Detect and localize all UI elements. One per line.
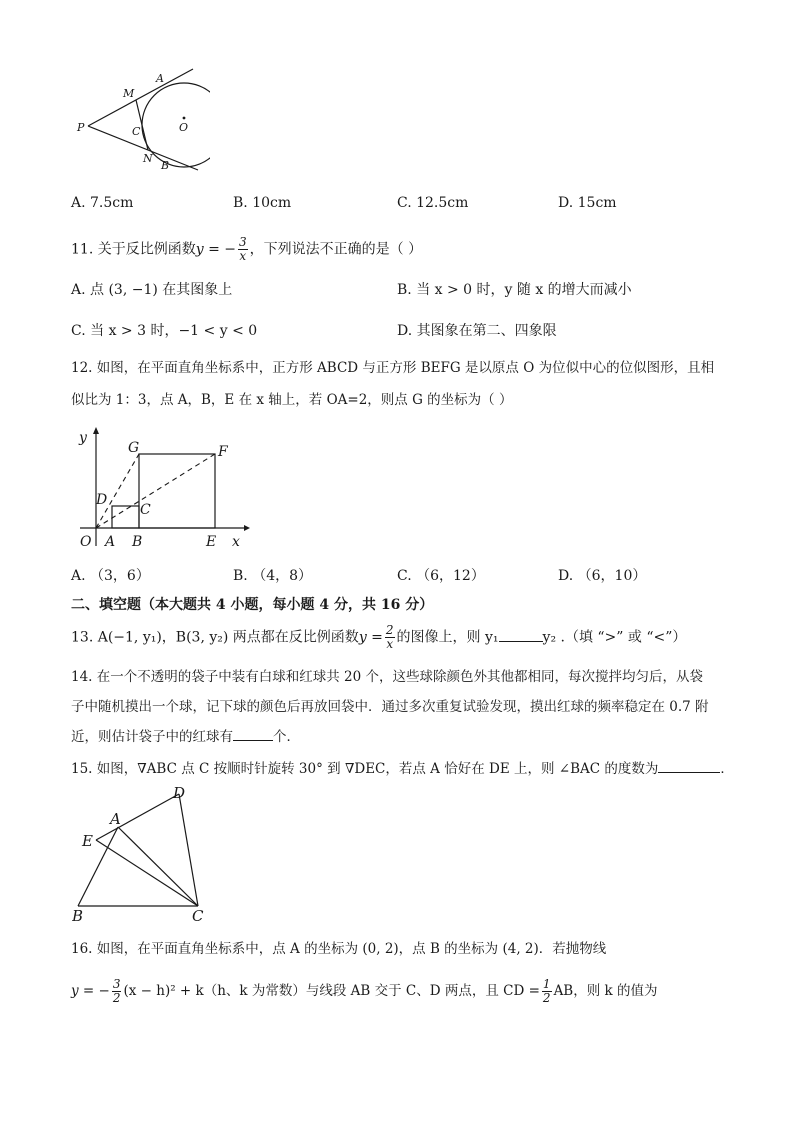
fig3-label-B: B xyxy=(72,907,84,925)
q16-line-2 xyxy=(71,978,658,1005)
q12-line-2: 似比为 1：3，点 A，B，E 在 x 轴上，若 OA=2，则点 G 的坐标为（ ） xyxy=(71,392,513,408)
q16-eq-rest: (x − h)² + k（h、k 为常数）与线段 AB 交于 C、D 两点，且 CD = xyxy=(123,983,540,999)
q14-line-3b: 个． xyxy=(273,729,300,745)
q16-end: AB，则 k 的值为 xyxy=(553,983,658,999)
q13-frac-num: 2 xyxy=(385,623,394,637)
q16-frac1-num: 3 xyxy=(112,977,121,991)
q15-answer-blank[interactable] xyxy=(658,758,720,773)
q10-option-a: A. 7.5cm xyxy=(71,195,134,211)
fig3-label-D: D xyxy=(173,784,186,802)
fig2-label-D: D xyxy=(96,492,108,508)
fig2-label-x: x xyxy=(232,534,240,550)
q15-text: 15. 如图，∇ABC 点 C 按顺时针旋转 30° 到 ∇DEC，若点 A 恰好在 DE 上，则 ∠BAC 的度数为 xyxy=(71,761,659,777)
fig1-label-N: N xyxy=(143,152,153,165)
q12-option-c: C. （6，12） xyxy=(397,568,485,584)
fig2-label-y: y xyxy=(79,430,87,446)
q13-mid: 的图像上，则 y₁ xyxy=(396,629,499,646)
circle-tangent-figure xyxy=(70,62,210,182)
q11-stem xyxy=(71,236,422,263)
q11-option-a: A. 点 (3, −1) 在其图象上 xyxy=(71,282,233,298)
q11-option-d: D. 其图象在第二、四象限 xyxy=(397,323,557,339)
rotated-triangle-figure xyxy=(72,780,222,925)
q11-suffix: ，下列说法不正确的是（ ） xyxy=(249,241,423,258)
q16-line-1: 16. 如图，在平面直角坐标系中，点 A 的坐标为 (0, 2)，点 B 的坐标为 (4, 2)．若抛物线 xyxy=(71,941,607,957)
fig2-label-A: A xyxy=(105,534,116,550)
q15-end: ． xyxy=(720,761,734,777)
q13-answer-blank[interactable] xyxy=(499,627,543,642)
fig2-label-G: G xyxy=(128,440,140,456)
q12-option-b: B. （4，8） xyxy=(233,568,313,584)
q16-frac2-den: 2 xyxy=(542,991,551,1005)
q14-line-3a: 近，则估计袋子中的红球有 xyxy=(71,729,233,745)
q10-option-c: C. 12.5cm xyxy=(397,195,469,211)
q11-option-c: C. 当 x > 3 时，−1 < y < 0 xyxy=(71,323,258,339)
q14-answer-blank[interactable] xyxy=(233,726,273,741)
fig3-label-C: C xyxy=(192,907,204,925)
q14-line-3 xyxy=(71,726,300,747)
fig1-label-P: P xyxy=(77,121,85,134)
fig2-label-E: E xyxy=(206,534,217,550)
q12-option-d: D. （6，10） xyxy=(558,568,647,584)
q12-line-1: 12. 如图，在平面直角坐标系中，正方形 ABCD 与正方形 BEFG 是以原点 O 为位似中心的位似图形，且相 xyxy=(71,360,715,376)
q10-option-b: B. 10cm xyxy=(233,195,292,211)
q16-frac2-num: 1 xyxy=(542,977,551,991)
q11-option-b: B. 当 x > 0 时，y 随 x 的增大而减小 xyxy=(397,282,632,298)
q11-eq: y = − xyxy=(195,241,236,258)
q14-line-1: 14. 在一个不透明的袋子中装有白球和红球共 20 个，这些球除颜色外其他都相同，每次搅拌均匀后，从袋 xyxy=(71,669,704,685)
q11-fraction xyxy=(238,236,248,263)
q13-end: y₂ .（填 “>” 或 “<”） xyxy=(542,629,687,646)
q16-eq-prefix: y = − xyxy=(71,983,110,999)
q11-frac-den: x xyxy=(239,249,247,263)
q10-option-d: D. 15cm xyxy=(558,195,617,211)
q11-frac-num: 3 xyxy=(239,235,247,249)
q13-eq: y = xyxy=(358,629,383,646)
fig2-label-B: B xyxy=(132,534,143,550)
q15-stem xyxy=(71,758,734,779)
q13-prefix: 13. A(−1, y₁)，B(3, y₂) 两点都在反比例函数 xyxy=(71,629,359,646)
fig2-label-O: O xyxy=(80,534,92,550)
fig3-label-E: E xyxy=(82,832,93,850)
section-2-title: 二、填空题（本大题共 4 小题，每小题 4 分，共 16 分） xyxy=(71,597,434,613)
fig1-label-A: A xyxy=(156,72,164,85)
similar-squares-figure xyxy=(74,422,254,552)
q11-prefix: 11. 关于反比例函数 xyxy=(71,241,196,258)
fig1-label-B: B xyxy=(161,159,170,172)
q13-stem xyxy=(71,624,686,651)
q16-frac1-den: 2 xyxy=(112,991,121,1005)
fig1-label-C: C xyxy=(132,125,141,138)
q13-fraction xyxy=(385,624,395,651)
q16-fraction-2 xyxy=(542,978,552,1005)
q16-fraction-1 xyxy=(112,978,122,1005)
fig1-label-M: M xyxy=(123,87,135,100)
fig2-label-F: F xyxy=(218,444,228,460)
q12-option-a: A. （3，6） xyxy=(71,568,150,584)
q14-line-2: 子中随机摸出一个球，记下球的颜色后再放回袋中．通过多次重复试验发现，摸出红球的频率稳定在 0.7 附 xyxy=(71,699,709,715)
fig2-label-C: C xyxy=(140,502,151,518)
q13-frac-den: x xyxy=(386,637,394,651)
fig3-label-A: A xyxy=(110,810,121,828)
fig1-label-O: O xyxy=(179,121,189,134)
